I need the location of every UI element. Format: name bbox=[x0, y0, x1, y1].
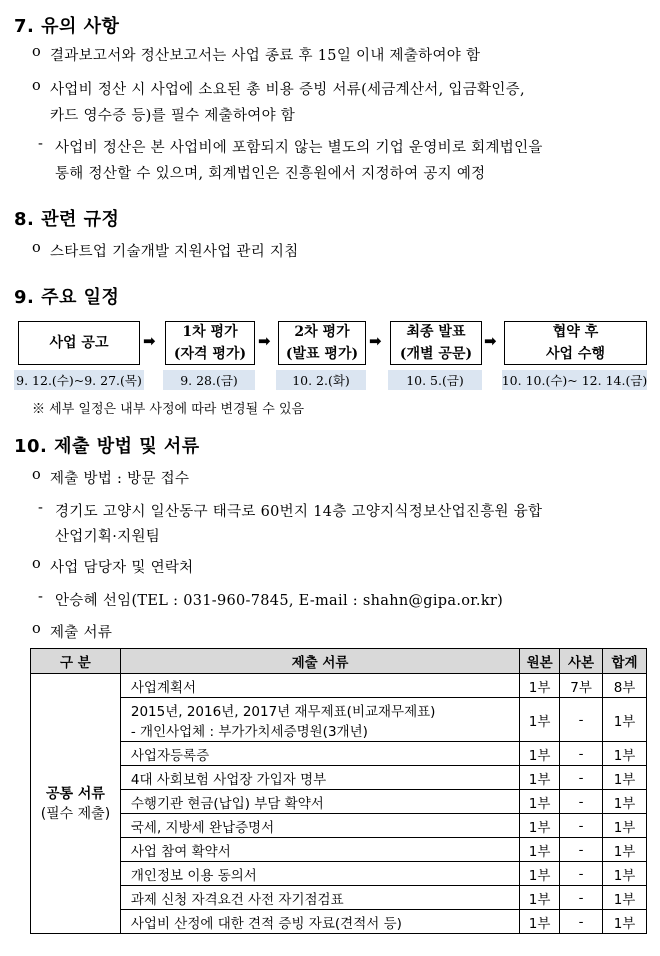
submission-method: 제출 방법 : 방문 접수 bbox=[50, 471, 190, 487]
header-category: 구 분 bbox=[31, 649, 121, 674]
schedule-step-4 bbox=[390, 321, 482, 365]
documents-table bbox=[30, 648, 647, 934]
original-count: 1부 bbox=[520, 790, 560, 814]
document-name: 4대 사회보험 사업장 가입자 명부 bbox=[120, 766, 519, 790]
total-count: 1부 bbox=[603, 910, 647, 934]
schedule-date-4: 10. 5.(금) bbox=[388, 370, 482, 390]
total-count: 1부 bbox=[603, 838, 647, 862]
contact-title: 사업 담당자 및 연락처 bbox=[50, 560, 194, 576]
total-count: 1부 bbox=[603, 698, 647, 742]
category-label: 공통 서류 bbox=[45, 785, 105, 802]
contact-info: 안승혜 선임(TEL : 031-960-7845, E-mail : shahn@gipa.or.kr) bbox=[55, 593, 504, 609]
section-7-bullet-2-line-2: 카드 영수증 등)를 필수 제출하여야 함 bbox=[50, 108, 296, 124]
dash-marker: - bbox=[38, 500, 44, 516]
schedule-step-5 bbox=[504, 321, 647, 365]
copy-count: - bbox=[560, 742, 603, 766]
total-count: 1부 bbox=[603, 814, 647, 838]
copy-count: - bbox=[560, 838, 603, 862]
table-row bbox=[31, 838, 647, 862]
schedule-step-3 bbox=[278, 321, 366, 365]
table-row bbox=[31, 910, 647, 934]
document-name: 국세, 지방세 완납증명서 bbox=[120, 814, 519, 838]
dash-marker: - bbox=[38, 136, 44, 152]
bullet-marker: o bbox=[32, 556, 42, 572]
document-name-line-2: - 개인사업체 : 부가가치세증명원(3개년) bbox=[130, 723, 368, 740]
table-row bbox=[31, 862, 647, 886]
document-name: 사업자등록증 bbox=[120, 742, 519, 766]
category-sublabel: (필수 제출) bbox=[40, 805, 111, 822]
section-10-title: 10. 제출 방법 및 서류 bbox=[14, 436, 200, 457]
schedule-step-4-label: 최종 발표 bbox=[406, 324, 466, 340]
table-row bbox=[31, 886, 647, 910]
schedule-step-2 bbox=[165, 321, 255, 365]
original-count: 1부 bbox=[520, 698, 560, 742]
original-count: 1부 bbox=[520, 910, 560, 934]
schedule-step-2-label: 1차 평가 bbox=[182, 324, 238, 340]
table-row bbox=[31, 790, 647, 814]
copy-count: - bbox=[560, 814, 603, 838]
document-name: 사업 참여 확약서 bbox=[120, 838, 519, 862]
table-row bbox=[31, 742, 647, 766]
copy-count: - bbox=[560, 910, 603, 934]
header-copy: 사본 bbox=[560, 649, 603, 674]
total-count: 1부 bbox=[603, 742, 647, 766]
bullet-marker: o bbox=[32, 78, 42, 94]
original-count: 1부 bbox=[520, 886, 560, 910]
arrow-right-icon: ➡ bbox=[258, 332, 271, 350]
copy-count: - bbox=[560, 698, 603, 742]
schedule-date-5: 10. 10.(수)~ 12. 14.(금) bbox=[502, 370, 647, 390]
section-7-bullet-1: 결과보고서와 정산보고서는 사업 종료 후 15일 이내 제출하여야 함 bbox=[50, 48, 481, 64]
original-count: 1부 bbox=[520, 674, 560, 698]
total-count: 1부 bbox=[603, 790, 647, 814]
bullet-marker: o bbox=[32, 621, 42, 637]
original-count: 1부 bbox=[520, 814, 560, 838]
documents-title: 제출 서류 bbox=[50, 625, 113, 641]
original-count: 1부 bbox=[520, 838, 560, 862]
section-9-title: 9. 주요 일정 bbox=[14, 287, 120, 308]
header-document: 제출 서류 bbox=[120, 649, 519, 674]
section-7-bullet-2-line-1: 사업비 정산 시 사업에 소요된 총 비용 증빙 서류(세금계산서, 입금확인증, bbox=[50, 82, 525, 98]
section-8-title: 8. 관련 규정 bbox=[14, 209, 120, 230]
schedule-step-3-sublabel: (발표 평가) bbox=[285, 346, 359, 362]
total-count: 1부 bbox=[603, 862, 647, 886]
total-count: 1부 bbox=[603, 766, 647, 790]
schedule-step-5-sublabel: 사업 수행 bbox=[546, 346, 605, 362]
schedule-step-4-sublabel: (개별 공문) bbox=[399, 346, 473, 362]
schedule-step-1-label: 사업 공고 bbox=[49, 335, 109, 351]
dash-marker: - bbox=[38, 589, 44, 605]
document-name: 수행기관 현금(납입) 부담 확약서 bbox=[120, 790, 519, 814]
original-count: 1부 bbox=[520, 862, 560, 886]
schedule-step-5-label: 협약 후 bbox=[552, 324, 599, 340]
document-name: 개인정보 이용 동의서 bbox=[120, 862, 519, 886]
copy-count: - bbox=[560, 766, 603, 790]
original-count: 1부 bbox=[520, 766, 560, 790]
header-original: 원본 bbox=[520, 649, 560, 674]
section-8-bullet-1: 스타트업 기술개발 지원사업 관리 지침 bbox=[50, 244, 299, 260]
table-row bbox=[31, 814, 647, 838]
table-row bbox=[31, 698, 647, 742]
table-row bbox=[31, 766, 647, 790]
submission-address-line-2: 산업기획·지원팀 bbox=[55, 529, 161, 545]
arrow-right-icon: ➡ bbox=[143, 332, 156, 350]
schedule-date-3: 10. 2.(화) bbox=[276, 370, 366, 390]
schedule-step-2-sublabel: (자격 평가) bbox=[173, 346, 247, 362]
document-name-line-1: 2015년, 2016년, 2017년 재무제표(비교재무제표) bbox=[130, 703, 436, 720]
schedule-date-1: 9. 12.(수)~9. 27.(목) bbox=[14, 370, 144, 390]
section-7-dash-line-2: 통해 정산할 수 있으며, 회계법인은 진흥원에서 지정하여 공지 예정 bbox=[55, 166, 486, 182]
copy-count: 7부 bbox=[560, 674, 603, 698]
section-7-dash-line-1: 사업비 정산은 본 사업비에 포함되지 않는 별도의 기업 운영비로 회계법인을 bbox=[55, 140, 543, 156]
bullet-marker: o bbox=[32, 467, 42, 483]
arrow-right-icon: ➡ bbox=[484, 332, 497, 350]
copy-count: - bbox=[560, 862, 603, 886]
document-name: 사업계획서 bbox=[120, 674, 519, 698]
copy-count: - bbox=[560, 886, 603, 910]
document-name: 사업비 산정에 대한 견적 증빙 자료(견적서 등) bbox=[120, 910, 519, 934]
schedule-step-3-label: 2차 평가 bbox=[294, 324, 350, 340]
document-name: 과제 신청 자격요건 사전 자기점검표 bbox=[120, 886, 519, 910]
arrow-right-icon: ➡ bbox=[369, 332, 382, 350]
original-count: 1부 bbox=[520, 742, 560, 766]
section-7-title: 7. 유의 사항 bbox=[14, 16, 120, 37]
bullet-marker: o bbox=[32, 44, 42, 60]
header-total: 합계 bbox=[603, 649, 647, 674]
table-row bbox=[31, 674, 647, 698]
bullet-marker: o bbox=[32, 240, 42, 256]
submission-address-line-1: 경기도 고양시 일산동구 태극로 60번지 14층 고양지식정보산업진흥원 융합 bbox=[55, 504, 543, 520]
category-cell bbox=[31, 674, 121, 934]
copy-count: - bbox=[560, 790, 603, 814]
total-count: 8부 bbox=[603, 674, 647, 698]
total-count: 1부 bbox=[603, 886, 647, 910]
schedule-note: ※ 세부 일정은 내부 사정에 따라 변경될 수 있음 bbox=[32, 402, 305, 417]
schedule-date-2: 9. 28.(금) bbox=[163, 370, 255, 390]
document-name bbox=[120, 698, 519, 742]
schedule-step-1 bbox=[18, 321, 140, 365]
